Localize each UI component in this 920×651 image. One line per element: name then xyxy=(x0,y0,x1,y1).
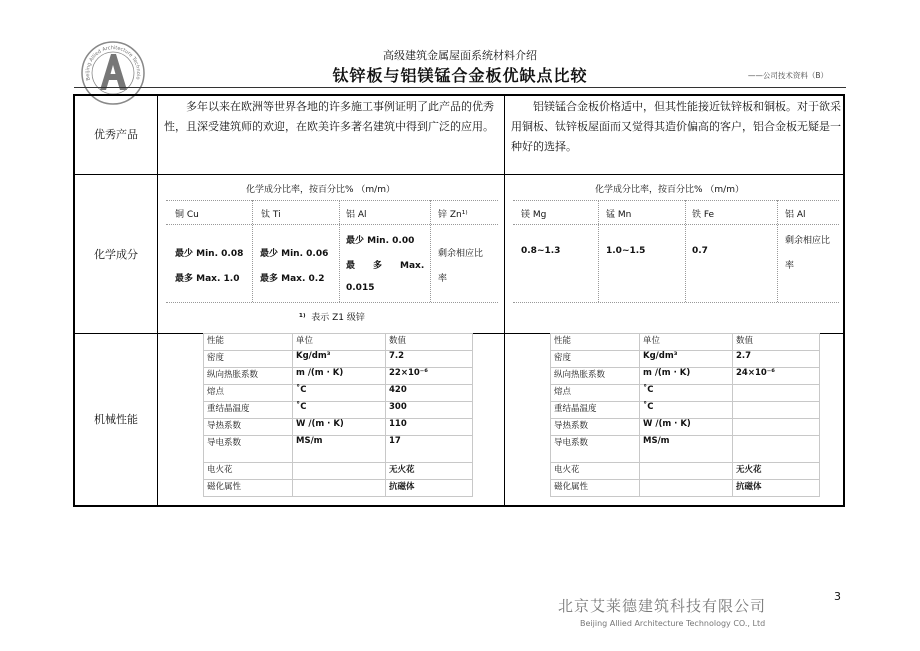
table-row xyxy=(551,334,820,351)
grid-line xyxy=(430,200,431,302)
row-label-excellent: 优秀产品 xyxy=(94,128,138,141)
chem-zn-remainder-2: 率 xyxy=(438,274,448,284)
chem-header-mg: 镁 Mg xyxy=(521,210,547,220)
grid-line xyxy=(252,200,253,302)
excellent-right-text: 铝镁锰合金板价格适中，但其性能接近钛锌板和铜板。对于欲采用铜板、钛锌板屋面而又觉得其造价偏高的客户，铝合金板无疑是一种好的选择。 xyxy=(511,100,841,153)
table-cell: 17 xyxy=(386,436,473,463)
table-cell: 300 xyxy=(386,402,473,419)
document-title: 钛锌板与铝镁锰合金板优缺点比较 xyxy=(332,66,588,85)
table-cell xyxy=(733,419,820,436)
table-row xyxy=(204,385,473,402)
chem-header-fe: 铁 Fe xyxy=(692,210,715,220)
table-cell: MS/m xyxy=(640,436,733,463)
table-cell xyxy=(293,463,386,480)
chem-fe-value: 0.7 xyxy=(692,246,708,256)
row-label-mechanical: 机械性能 xyxy=(94,413,138,426)
table-cell: 重结晶温度 xyxy=(551,402,640,419)
chem-ti-min: 最少 Min. 0.06 xyxy=(260,249,329,259)
chem-left-caption: 化学成分比率，按百分比% （m/m） xyxy=(246,185,395,195)
chem-al-min: 最少 Min. 0.00 xyxy=(346,236,415,246)
chem-al-right-remainder: 剩余相应比 xyxy=(785,236,831,246)
table-cell: ˚C xyxy=(293,402,386,419)
table-row xyxy=(204,334,473,351)
table-cell xyxy=(293,480,386,497)
grid-line xyxy=(166,200,498,201)
chem-header-ti: 钛 Ti xyxy=(261,210,281,220)
table-row xyxy=(204,402,473,419)
chem-mn-value: 1.0~1.5 xyxy=(606,246,646,256)
grid-line xyxy=(598,200,599,302)
table-cell: 7.2 xyxy=(386,351,473,368)
table-row xyxy=(204,436,473,463)
svg-text:Beijing Allied Architecture Te: Beijing Allied Architecture Technolo xyxy=(84,45,142,81)
chem-right-caption: 化学成分比率，按百分比% （m/m） xyxy=(595,185,744,195)
grid-line xyxy=(513,302,839,303)
table-cell: m /(m · K) xyxy=(640,368,733,385)
table-cell: 110 xyxy=(386,419,473,436)
grid-line xyxy=(685,200,686,302)
chem-cu-max: 最多 Max. 1.0 xyxy=(175,274,240,284)
table-cell: 纵向热胀系数 xyxy=(204,368,293,385)
table-cell: W /(m · K) xyxy=(293,419,386,436)
table-cell: 2.7 xyxy=(733,351,820,368)
table-cell: 纵向热胀系数 xyxy=(551,368,640,385)
table-cell: 性能 xyxy=(204,334,293,351)
table-row xyxy=(204,480,473,497)
column-divider xyxy=(504,95,505,506)
table-cell: 抗磁体 xyxy=(733,480,820,497)
table-cell: 单位 xyxy=(640,334,733,351)
table-cell: 密度 xyxy=(204,351,293,368)
header-rule xyxy=(74,87,846,88)
chem-al-right-remainder-2: 率 xyxy=(785,261,795,271)
grid-line xyxy=(166,302,498,303)
table-cell: 抗磁体 xyxy=(386,480,473,497)
grid-line xyxy=(513,200,839,201)
table-cell: 导热系数 xyxy=(551,419,640,436)
table-cell: 420 xyxy=(386,385,473,402)
table-cell: MS/m xyxy=(293,436,386,463)
table-cell: 密度 xyxy=(551,351,640,368)
table-cell: m /(m · K) xyxy=(293,368,386,385)
table-cell xyxy=(640,463,733,480)
mechanical-table-left xyxy=(203,333,473,497)
chem-header-cu: 铜 Cu xyxy=(175,210,199,220)
table-cell: 无火花 xyxy=(733,463,820,480)
table-cell: 性能 xyxy=(551,334,640,351)
row-label-chemical: 化学成分 xyxy=(94,248,138,261)
chem-header-zn: 锌 Zn¹⁾ xyxy=(438,210,468,220)
table-cell: 重结晶温度 xyxy=(204,402,293,419)
table-row xyxy=(551,436,820,463)
table-cell: ˚C xyxy=(640,385,733,402)
table-row xyxy=(204,419,473,436)
footnote-text: 表示 Z1 级锌 xyxy=(311,313,365,323)
table-cell: ˚C xyxy=(640,402,733,419)
table-cell: ˚C xyxy=(293,385,386,402)
table-cell: 22×10⁻⁶ xyxy=(386,368,473,385)
table-row xyxy=(204,463,473,480)
chem-header-al: 铝 Al xyxy=(346,210,367,220)
grid-line xyxy=(166,224,498,225)
excellent-left-text: 多年以来在欧洲等世界各地的许多施工事例证明了此产品的优秀性，且深受建筑师的欢迎，在欧美许多著名建筑中得到广泛的应用。 xyxy=(164,100,494,133)
table-row xyxy=(551,368,820,385)
grid-line xyxy=(513,224,839,225)
table-cell: 电火花 xyxy=(204,463,293,480)
table-cell: 导电系数 xyxy=(551,436,640,463)
grid-line xyxy=(777,200,778,302)
table-cell: 导电系数 xyxy=(204,436,293,463)
table-row xyxy=(551,480,820,497)
header-note: ——公司技术资料（B） xyxy=(747,71,828,80)
chem-header-mn: 锰 Mn xyxy=(606,210,632,220)
table-cell: 熔点 xyxy=(551,385,640,402)
chem-header-al-right: 铝 Al xyxy=(785,210,806,220)
table-row xyxy=(551,419,820,436)
table-row xyxy=(551,402,820,419)
row-divider xyxy=(74,174,844,175)
table-cell xyxy=(733,436,820,463)
footnote-mark: ¹⁾ xyxy=(299,313,306,323)
table-row xyxy=(551,351,820,368)
column-divider xyxy=(157,95,158,506)
grid-line xyxy=(339,200,340,302)
page-number: 3 xyxy=(834,590,841,603)
table-cell: 导热系数 xyxy=(204,419,293,436)
chem-mg-value: 0.8~1.3 xyxy=(521,246,561,256)
table-row xyxy=(551,385,820,402)
table-row xyxy=(551,463,820,480)
footer-company-cn: 北京艾莱德建筑科技有限公司 xyxy=(558,597,767,615)
table-cell: 磁化属性 xyxy=(204,480,293,497)
table-cell: Kg/dm³ xyxy=(293,351,386,368)
table-cell xyxy=(640,480,733,497)
table-cell: 单位 xyxy=(293,334,386,351)
chem-zn-remainder: 剩余相应比 xyxy=(438,249,484,259)
table-cell xyxy=(733,402,820,419)
chem-al-max-value: 0.015 xyxy=(346,283,375,293)
table-row xyxy=(204,368,473,385)
table-cell: W /(m · K) xyxy=(640,419,733,436)
chem-ti-max: 最多 Max. 0.2 xyxy=(260,274,325,284)
table-cell xyxy=(733,385,820,402)
table-cell: Kg/dm³ xyxy=(640,351,733,368)
table-cell: 电火花 xyxy=(551,463,640,480)
footer-company-en: Beijing Allied Architecture Technology CO., Ltd xyxy=(580,619,766,628)
table-row xyxy=(204,351,473,368)
document-subtitle: 高级建筑金属屋面系统材料介绍 xyxy=(383,49,537,62)
chem-cu-min: 最少 Min. 0.08 xyxy=(175,249,244,259)
table-cell: 无火花 xyxy=(386,463,473,480)
table-cell: 磁化属性 xyxy=(551,480,640,497)
table-cell: 数值 xyxy=(733,334,820,351)
table-cell: 24×10⁻⁶ xyxy=(733,368,820,385)
table-cell: 数值 xyxy=(386,334,473,351)
table-cell: 熔点 xyxy=(204,385,293,402)
mechanical-table-right xyxy=(550,333,820,497)
chem-al-max: 最 多 Max. xyxy=(346,261,425,271)
